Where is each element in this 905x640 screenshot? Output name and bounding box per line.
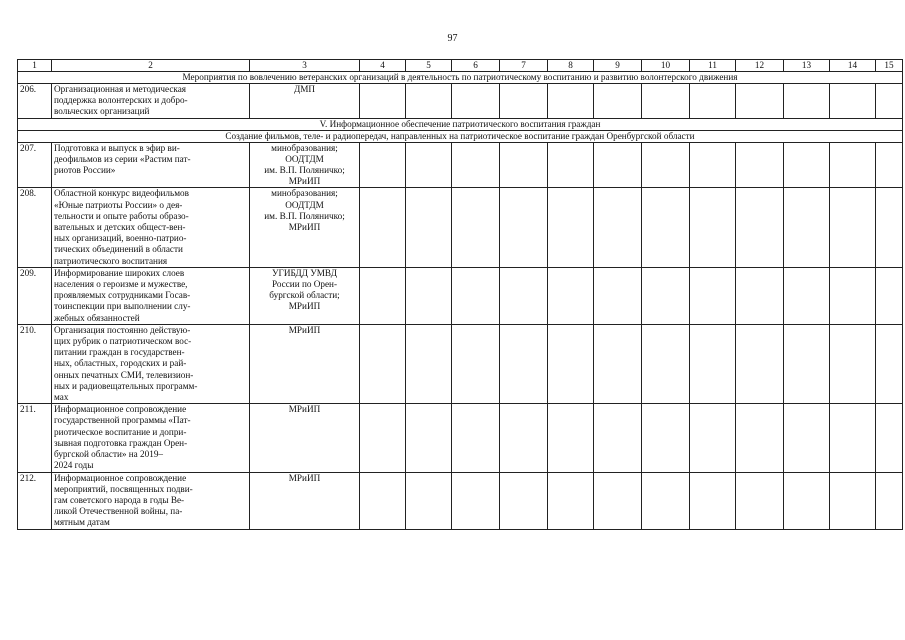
cell-line: деофильмов из серии «Растим пат- <box>54 153 191 164</box>
empty-cell <box>406 84 452 119</box>
cell-line: ООДТДМ <box>285 199 324 210</box>
column-header: 9 <box>594 60 642 72</box>
section-title: Мероприятия по вовлечению ветеранских организаций в деятельность по патриотическому воспитанию и развитию волонтерского движения <box>18 72 903 84</box>
table-row <box>18 84 903 119</box>
cell-line: России по Орен- <box>271 279 338 290</box>
column-header: 8 <box>548 60 594 72</box>
empty-cell <box>736 324 784 403</box>
empty-cell <box>548 324 594 403</box>
empty-cell <box>642 267 690 324</box>
cell-line: зывная подготовка граждан Орен- <box>54 437 188 448</box>
empty-cell <box>830 324 876 403</box>
cell-line: минобразования; <box>271 142 338 153</box>
empty-cell <box>594 472 642 529</box>
measure-name <box>52 324 250 403</box>
cell-line: риотов России» <box>54 165 116 176</box>
empty-cell <box>876 142 903 188</box>
row-number: 211. <box>18 404 52 472</box>
cell-line: жебных обязанностей <box>54 312 140 323</box>
cell-line: проявляемых сотрудниками Госав- <box>54 290 191 301</box>
empty-cell <box>406 324 452 403</box>
empty-cell <box>642 404 690 472</box>
empty-cell <box>876 84 903 119</box>
cell-line: мах <box>54 392 69 403</box>
row-number: 206. <box>18 84 52 119</box>
cell-line: Информирование широких слоев <box>54 267 185 278</box>
table-body <box>18 72 903 530</box>
cell-line: Подготовка и выпуск в эфир ви- <box>54 142 180 153</box>
column-header: 5 <box>406 60 452 72</box>
cell-line: риотическое воспитание и допри- <box>54 426 187 437</box>
empty-cell <box>500 142 548 188</box>
section-row <box>18 118 903 130</box>
cell-line: вольческих организаций <box>54 106 150 117</box>
cell-line: мятным датам <box>54 517 110 528</box>
cell-line: Организационная и методическая <box>54 84 187 94</box>
cell-line: Организация постоянно действую- <box>54 324 191 335</box>
cell-line: им. В.П. Поляничко; <box>264 165 345 176</box>
empty-cell <box>830 142 876 188</box>
cell-line: 2024 годы <box>54 460 94 471</box>
empty-cell <box>642 142 690 188</box>
empty-cell <box>830 84 876 119</box>
empty-cell <box>500 267 548 324</box>
column-header: 10 <box>642 60 690 72</box>
measure-name <box>52 472 250 529</box>
executor <box>250 142 360 188</box>
section-title: Создание фильмов, теле- и радиопередач, направленных на патриотическое воспитание граждан Оренбургской области <box>18 130 903 142</box>
row-number: 209. <box>18 267 52 324</box>
empty-cell <box>452 404 500 472</box>
empty-cell <box>690 472 736 529</box>
empty-cell <box>830 404 876 472</box>
empty-cell <box>452 267 500 324</box>
column-header: 4 <box>360 60 406 72</box>
empty-cell <box>876 472 903 529</box>
empty-cell <box>360 84 406 119</box>
cell-line: МРиИП <box>288 404 321 415</box>
column-number-row <box>18 60 903 72</box>
page-number: 97 <box>447 33 458 44</box>
cell-line: щих рубрик о патриотическом вос- <box>54 336 192 347</box>
empty-cell <box>360 324 406 403</box>
cell-line: ДМП <box>293 84 316 94</box>
empty-cell <box>452 142 500 188</box>
measure-name <box>52 267 250 324</box>
empty-cell <box>548 267 594 324</box>
empty-cell <box>360 267 406 324</box>
executor <box>250 267 360 324</box>
section-row <box>18 72 903 84</box>
empty-cell <box>830 472 876 529</box>
row-number: 210. <box>18 324 52 403</box>
cell-line: им. В.П. Поляничко; <box>264 210 345 221</box>
column-header: 13 <box>784 60 830 72</box>
empty-cell <box>594 188 642 267</box>
empty-cell <box>360 188 406 267</box>
empty-cell <box>876 188 903 267</box>
empty-cell <box>784 188 830 267</box>
table-row <box>18 324 903 403</box>
empty-cell <box>548 142 594 188</box>
empty-cell <box>642 324 690 403</box>
table-row <box>18 142 903 188</box>
column-header: 3 <box>250 60 360 72</box>
empty-cell <box>736 267 784 324</box>
empty-cell <box>594 404 642 472</box>
column-header: 6 <box>452 60 500 72</box>
empty-cell <box>360 472 406 529</box>
empty-cell <box>784 404 830 472</box>
cell-line: питании граждан в государствен- <box>54 347 185 358</box>
cell-line: поддержка волонтерских и добро- <box>54 95 188 106</box>
column-header: 15 <box>876 60 903 72</box>
cell-line: государственной программы «Пат- <box>54 415 191 426</box>
empty-cell <box>784 142 830 188</box>
empty-cell <box>406 404 452 472</box>
empty-cell <box>452 472 500 529</box>
row-number: 207. <box>18 142 52 188</box>
empty-cell <box>736 84 784 119</box>
empty-cell <box>736 404 784 472</box>
empty-cell <box>642 188 690 267</box>
empty-cell <box>642 472 690 529</box>
row-number: 212. <box>18 472 52 529</box>
empty-cell <box>406 142 452 188</box>
empty-cell <box>406 472 452 529</box>
column-header: 7 <box>500 60 548 72</box>
empty-cell <box>548 188 594 267</box>
cell-line: Информационное сопровождение <box>54 404 187 415</box>
empty-cell <box>830 267 876 324</box>
empty-cell <box>452 188 500 267</box>
measures-table <box>17 59 903 530</box>
empty-cell <box>690 84 736 119</box>
empty-cell <box>876 404 903 472</box>
empty-cell <box>876 267 903 324</box>
column-header: 11 <box>690 60 736 72</box>
cell-line: МРиИП <box>288 222 321 233</box>
column-header: 14 <box>830 60 876 72</box>
cell-line: ных, областных, городских и рай- <box>54 358 187 369</box>
table-row <box>18 472 903 529</box>
empty-cell <box>406 267 452 324</box>
empty-cell <box>690 188 736 267</box>
empty-cell <box>876 324 903 403</box>
section-row <box>18 130 903 142</box>
column-header: 2 <box>52 60 250 72</box>
empty-cell <box>452 324 500 403</box>
cell-line: тельности и опыте работы образо- <box>54 210 189 221</box>
cell-line: МРиИП <box>288 301 321 312</box>
measure-name <box>52 188 250 267</box>
cell-line: «Юные патриоты России» о дея- <box>54 199 183 210</box>
empty-cell <box>690 142 736 188</box>
cell-line: МРиИП <box>288 176 321 187</box>
cell-line: ликой Отечественной войны, па- <box>54 506 183 517</box>
cell-line: вательных и детских общест-вен- <box>54 222 186 233</box>
empty-cell <box>548 404 594 472</box>
cell-line: тических объединений в области <box>54 244 183 255</box>
empty-cell <box>360 142 406 188</box>
empty-cell <box>548 472 594 529</box>
empty-cell <box>500 404 548 472</box>
empty-cell <box>736 188 784 267</box>
cell-line: онных печатных СМИ, телевизион- <box>54 369 194 380</box>
executor <box>250 188 360 267</box>
cell-line: МРиИП <box>288 472 321 483</box>
cell-line: гам советского народа в годы Ве- <box>54 494 185 505</box>
table-row <box>18 404 903 472</box>
cell-line: бургской области» на 2019– <box>54 449 164 460</box>
empty-cell <box>690 324 736 403</box>
empty-cell <box>360 404 406 472</box>
measure-name <box>52 84 250 119</box>
column-header: 1 <box>18 60 52 72</box>
cell-line: Областной конкурс видеофильмов <box>54 188 189 199</box>
empty-cell <box>736 142 784 188</box>
table-row <box>18 267 903 324</box>
empty-cell <box>452 84 500 119</box>
empty-cell <box>736 472 784 529</box>
executor <box>250 472 360 529</box>
executor <box>250 324 360 403</box>
empty-cell <box>500 324 548 403</box>
measure-name <box>52 142 250 188</box>
empty-cell <box>406 188 452 267</box>
cell-line: Информационное сопровождение <box>54 472 187 483</box>
empty-cell <box>642 84 690 119</box>
executor <box>250 84 360 119</box>
empty-cell <box>690 267 736 324</box>
empty-cell <box>594 84 642 119</box>
empty-cell <box>548 84 594 119</box>
cell-line: МРиИП <box>288 324 321 335</box>
empty-cell <box>594 142 642 188</box>
cell-line: патриотического воспитания <box>54 255 168 266</box>
empty-cell <box>784 324 830 403</box>
measure-name <box>52 404 250 472</box>
empty-cell <box>690 404 736 472</box>
cell-line: ных организаций, военно-патрио- <box>54 233 187 244</box>
cell-line: ных и радиовещательных программ- <box>54 380 198 391</box>
empty-cell <box>594 267 642 324</box>
empty-cell <box>784 267 830 324</box>
empty-cell <box>500 472 548 529</box>
cell-line: минобразования; <box>271 188 338 199</box>
cell-line: бургской области; <box>269 290 340 301</box>
table-row <box>18 188 903 267</box>
empty-cell <box>500 84 548 119</box>
table-header <box>18 60 903 72</box>
cell-line: ООДТДМ <box>285 153 324 164</box>
column-header: 12 <box>736 60 784 72</box>
cell-line: УГИБДД УМВД <box>272 267 337 278</box>
empty-cell <box>594 324 642 403</box>
cell-line: мероприятий, посвященных подви- <box>54 483 193 494</box>
cell-line: тоинспекции при выполнении слу- <box>54 301 191 312</box>
empty-cell <box>830 188 876 267</box>
executor <box>250 404 360 472</box>
empty-cell <box>784 84 830 119</box>
section-title: V. Информационное обеспечение патриотического воспитания граждан <box>18 118 903 130</box>
empty-cell <box>500 188 548 267</box>
empty-cell <box>784 472 830 529</box>
row-number: 208. <box>18 188 52 267</box>
cell-line: населения о героизме и мужестве, <box>54 279 188 290</box>
